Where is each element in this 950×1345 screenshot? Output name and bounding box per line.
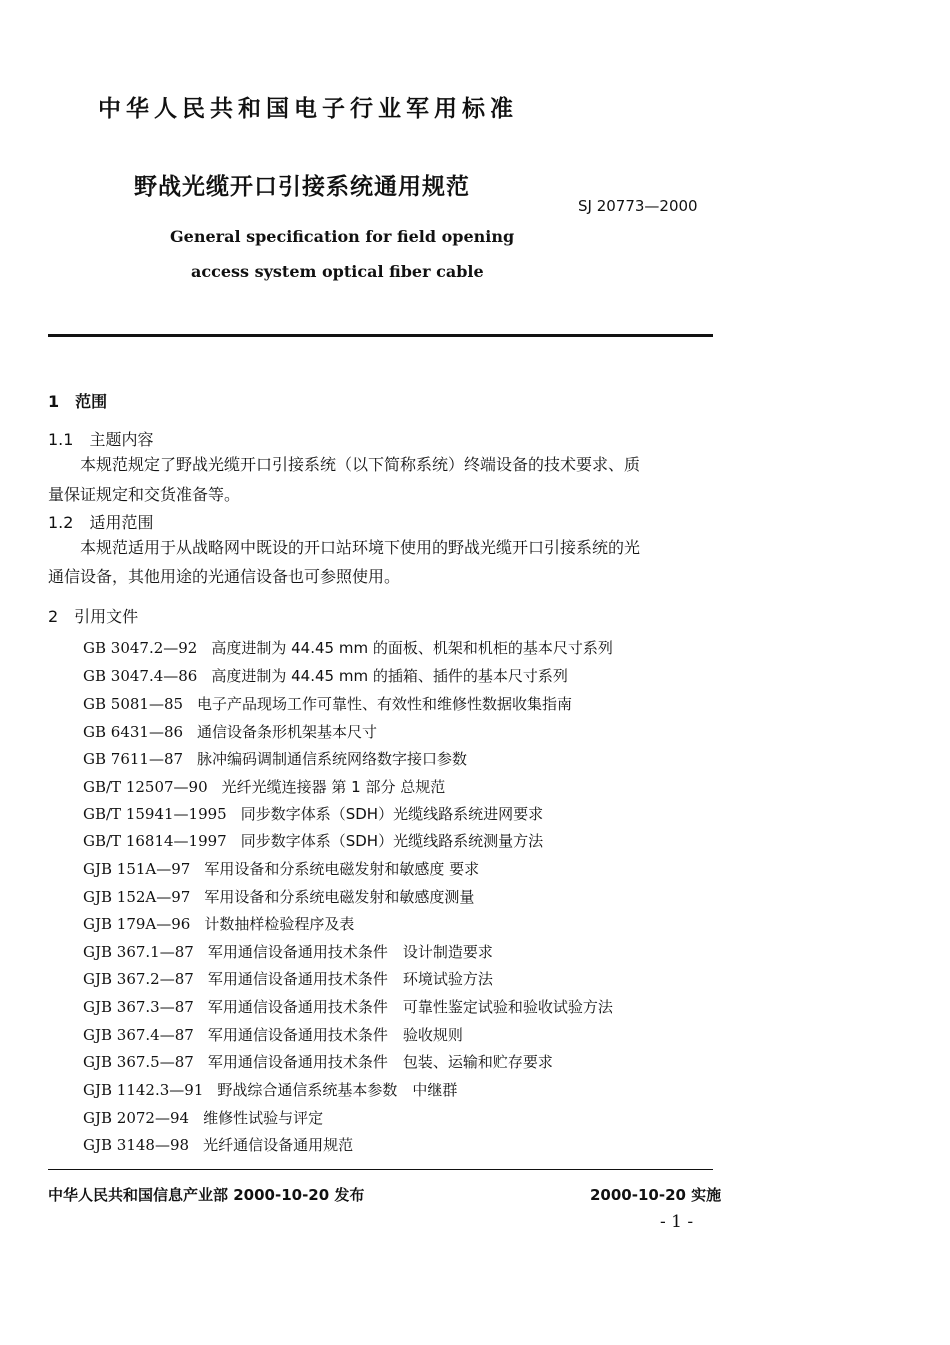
reference-code: GJB 367.3—87 [83, 998, 194, 1016]
list-item [83, 858, 479, 879]
reference-code: GB 3047.4—86 [83, 667, 198, 685]
reference-code: GJB 1142.3—91 [83, 1081, 204, 1099]
reference-title: 电子产品现场工作可靠性、有效性和维修性数据收集指南 [197, 695, 573, 713]
english-title-line-1: General specification for field opening [170, 227, 515, 246]
reference-code: GB/T 15941—1995 [83, 805, 227, 823]
section-1-2-body-line-1: 本规范适用于从战略网中既设的开口站环境下使用的野战光缆开口引接系统的光 [80, 538, 641, 557]
reference-code: GB/T 12507—90 [83, 778, 208, 796]
reference-title: 军用通信设备通用技术条件 验收规则 [207, 1026, 463, 1044]
list-item [83, 1107, 323, 1128]
reference-title: 通信设备条形机架基本尺寸 [197, 723, 378, 741]
reference-title: 军用通信设备通用技术条件 包装、运输和贮存要求 [207, 1053, 553, 1071]
list-item [83, 637, 613, 658]
section-1-heading: 1 范围 [48, 392, 108, 411]
reference-title: 光纤光缆连接器 第 1 部分 总规范 [221, 778, 446, 796]
list-item [83, 693, 572, 714]
reference-title: 光纤通信设备通用规范 [203, 1136, 354, 1154]
list-item [83, 968, 493, 989]
reference-code: GB 3047.2—92 [83, 639, 198, 657]
list-item [83, 1024, 463, 1045]
list-item [83, 803, 543, 824]
document-title: 野战光缆开口引接系统通用规范 [134, 174, 470, 200]
section-1-1-heading: 1.1 主题内容 [48, 430, 154, 449]
reference-code: GJB 2072—94 [83, 1109, 190, 1127]
reference-code: GJB 151A—97 [83, 860, 191, 878]
section-1-1-body-line-2: 量保证规定和交货准备等。 [48, 485, 241, 504]
reference-title: 高度进制为 44.45 mm 的插箱、插件的基本尺寸系列 [211, 667, 568, 685]
page-number: - 1 - [660, 1212, 694, 1232]
footer-divider [48, 1169, 713, 1170]
reference-code: GB 6431—86 [83, 723, 184, 741]
list-item [83, 1134, 353, 1155]
reference-code: GJB 179A—96 [83, 915, 191, 933]
list-item [83, 886, 474, 907]
reference-code: GJB 367.5—87 [83, 1053, 194, 1071]
reference-title: 野战综合通信系统基本参数 中继群 [217, 1081, 458, 1099]
section-1-2-body-line-2: 通信设备，其他用途的光通信设备也可参照使用。 [48, 567, 401, 586]
reference-code: GB 7611—87 [83, 750, 184, 768]
reference-title: 军用设备和分系统电磁发射和敏感度 要求 [204, 860, 480, 878]
reference-title: 计数抽样检验程序及表 [204, 915, 355, 933]
list-item [83, 665, 568, 686]
standard-category-header: 中华人民共和国电子行业军用标准 [98, 96, 518, 122]
reference-code: GJB 367.1—87 [83, 943, 194, 961]
section-1-1-body-line-1: 本规范规定了野战光缆开口引接系统（以下简称系统）终端设备的技术要求、质 [80, 455, 641, 474]
standard-code: SJ 20773—2000 [578, 197, 698, 215]
list-item [83, 830, 543, 851]
reference-code: GJB 367.2—87 [83, 970, 194, 988]
list-item [83, 941, 493, 962]
list-item [83, 748, 467, 769]
reference-code: GJB 367.4—87 [83, 1026, 194, 1044]
english-title-line-2: access system optical fiber cable [191, 262, 484, 281]
reference-title: 军用通信设备通用技术条件 设计制造要求 [207, 943, 493, 961]
section-2-heading: 2 引用文件 [48, 607, 139, 626]
reference-title: 军用通信设备通用技术条件 环境试验方法 [207, 970, 493, 988]
list-item [83, 721, 377, 742]
header-divider [48, 334, 713, 337]
section-1-2-heading: 1.2 适用范围 [48, 513, 154, 532]
list-item [83, 776, 445, 797]
reference-title: 脉冲编码调制通信系统网络数字接口参数 [197, 750, 468, 768]
list-item [83, 1079, 457, 1100]
reference-title: 军用设备和分系统电磁发射和敏感度测量 [204, 888, 475, 906]
reference-title: 军用通信设备通用技术条件 可靠性鉴定试验和验收试验方法 [207, 998, 613, 1016]
list-item [83, 1051, 553, 1072]
reference-code: GB 5081—85 [83, 695, 184, 713]
list-item [83, 996, 613, 1017]
reference-code: GJB 152A—97 [83, 888, 191, 906]
reference-title: 高度进制为 44.45 mm 的面板、机架和机柜的基本尺寸系列 [211, 639, 613, 657]
reference-code: GJB 3148—98 [83, 1136, 190, 1154]
reference-title: 同步数字体系（SDH）光缆线路系统进网要求 [240, 805, 544, 823]
issuing-authority: 中华人民共和国信息产业部 2000-10-20 发布 [48, 1186, 365, 1204]
effective-date: 2000-10-20 实施 [590, 1186, 722, 1204]
reference-title: 维修性试验与评定 [203, 1109, 324, 1127]
reference-title: 同步数字体系（SDH）光缆线路系统测量方法 [240, 832, 544, 850]
reference-code: GB/T 16814—1997 [83, 832, 227, 850]
list-item [83, 913, 354, 934]
